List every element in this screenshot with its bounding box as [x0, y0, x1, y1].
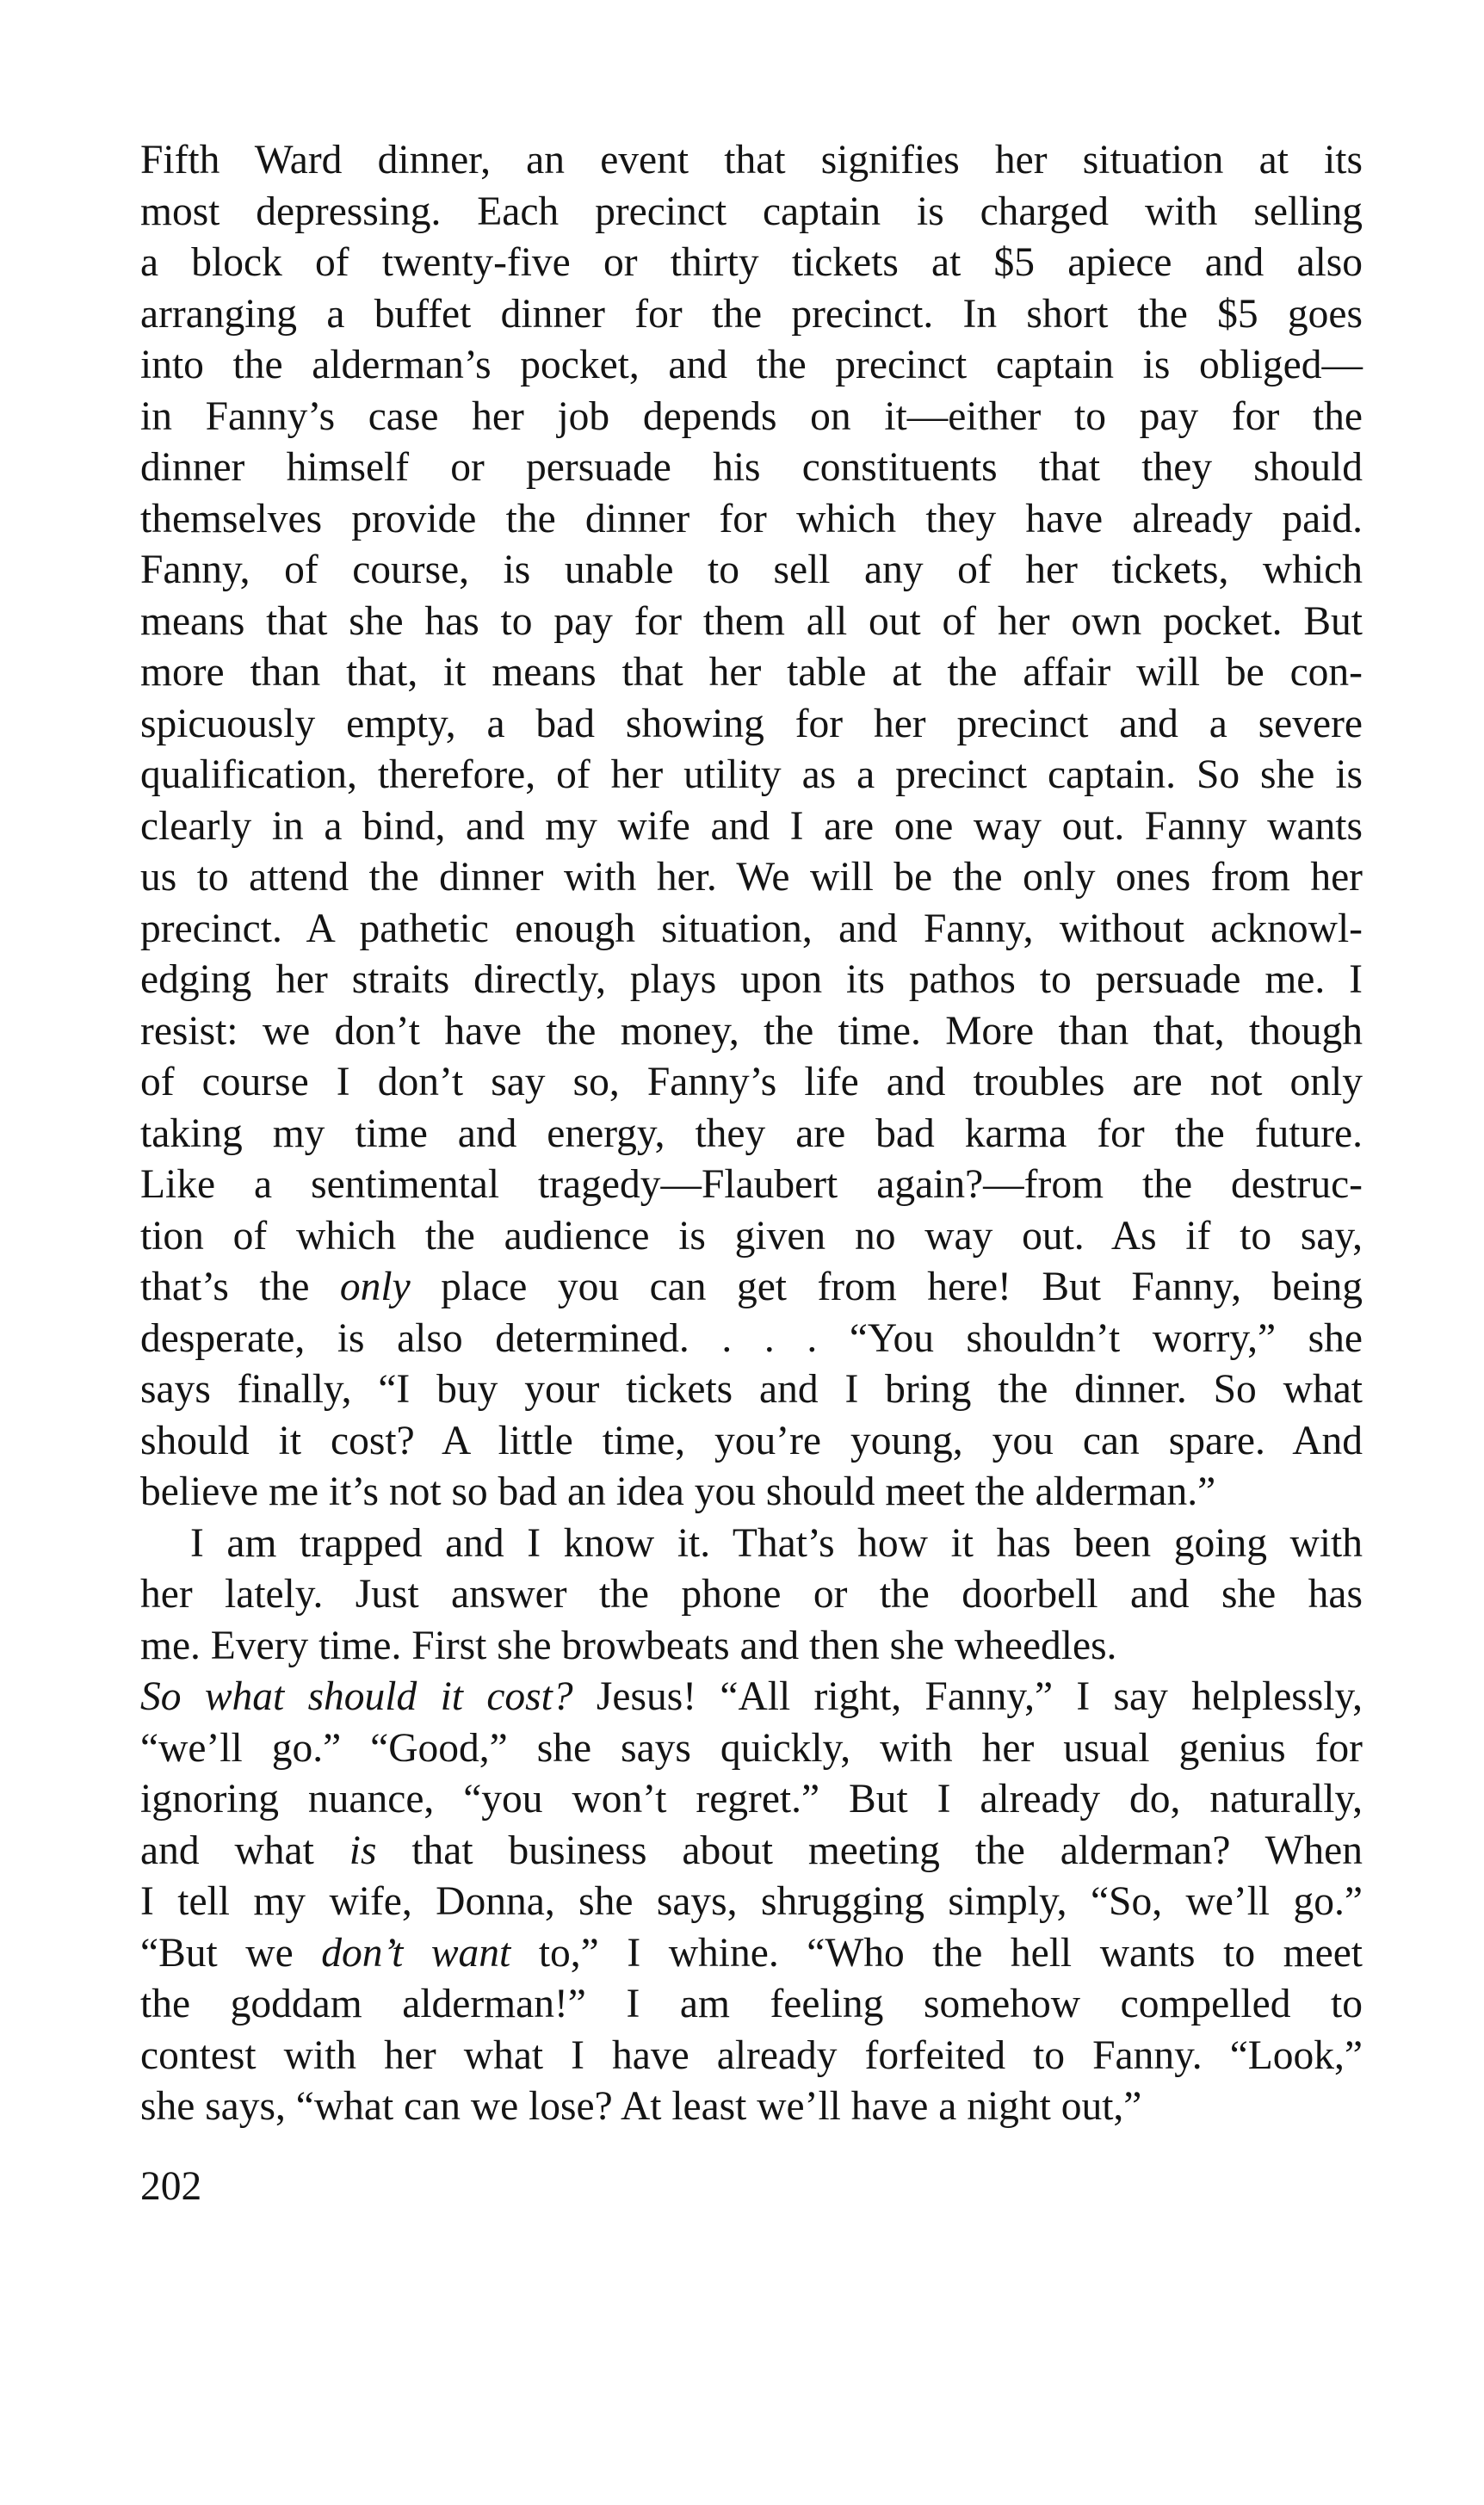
text-line	[140, 1416, 1363, 1468]
text-line	[140, 1774, 1363, 1826]
text-run: that business about meeting the alderman? When	[376, 1828, 1363, 1873]
body-text	[140, 135, 1363, 2133]
text-line	[140, 1160, 1363, 1211]
text-run: her lately. Just answer the phone or the doorbell and she has	[140, 1572, 1363, 1617]
text-line	[140, 135, 1363, 187]
text-run: I am trapped and I know it. That’s how it has been going with	[190, 1520, 1363, 1566]
text-line	[140, 545, 1363, 597]
text-run: most depressing. Each precinct captain is charged with selling	[140, 189, 1363, 234]
text-run: means that she has to pay for them all out of her own pocket. But	[140, 598, 1363, 644]
text-run: “But we	[140, 1930, 322, 1976]
italic-text: So what should it cost?	[140, 1674, 573, 1719]
text-line	[140, 1877, 1363, 1928]
text-line	[140, 699, 1363, 751]
text-line	[140, 1672, 1363, 1723]
text-run: themselves provide the dinner for which they have already paid.	[140, 496, 1363, 541]
text-line	[140, 1006, 1363, 1058]
text-line	[140, 289, 1363, 341]
text-run: into the alderman’s pocket, and the precinct captain is obliged—	[140, 343, 1363, 387]
text-line	[140, 1211, 1363, 1263]
text-run: Like a sentimental tragedy—Flaubert again?—from the destruc-	[140, 1162, 1363, 1207]
text-line	[140, 1826, 1363, 1877]
text-line	[140, 1979, 1363, 2031]
text-run: should it cost? A little time, you’re young, you can spare. And	[140, 1418, 1363, 1463]
text-run: believe me it’s not so bad an idea you should meet the alderman.”	[140, 1469, 1216, 1514]
text-line	[140, 904, 1363, 956]
text-line	[140, 340, 1363, 392]
text-line	[140, 1621, 1363, 1673]
italic-text: is	[349, 1828, 377, 1873]
text-run: spicuously empty, a bad showing for her precinct and a severe	[140, 701, 1363, 746]
italic-text: only	[339, 1265, 411, 1309]
text-run: contest with her what I have already forfeited to Fanny. “Look,”	[140, 2032, 1363, 2078]
text-run: I tell my wife, Donna, she says, shrugging simply, “So, we’ll go.”	[140, 1879, 1363, 1924]
text-line	[140, 187, 1363, 238]
text-line	[140, 2081, 1363, 2133]
text-line	[140, 955, 1363, 1006]
text-run: more than that, it means that her table at the affair will be con-	[140, 650, 1363, 695]
text-run: me. Every time. First she browbeats and then she wheedles.	[140, 1623, 1117, 1668]
text-line	[140, 852, 1363, 904]
text-line	[140, 750, 1363, 801]
text-run: tion of which the audience is given no way out. As if to say,	[140, 1213, 1363, 1259]
text-run: resist: we don’t have the money, the time. More than that, though	[140, 1008, 1363, 1054]
text-run: and what	[140, 1828, 349, 1873]
text-line	[140, 1364, 1363, 1416]
text-run: ignoring nuance, “you won’t regret.” But I already do, naturally,	[140, 1777, 1363, 1822]
text-run: place you can get from here! But Fanny, being	[410, 1265, 1363, 1309]
text-line	[140, 1109, 1363, 1160]
text-line	[140, 1467, 1363, 1518]
text-run: arranging a buffet dinner for the precinct. In short the $5 goes	[140, 291, 1363, 337]
text-run: clearly in a bind, and my wife and I are one way out. Fanny wants	[140, 803, 1363, 849]
text-run: she says, “what can we lose? At least we’ll have a night out,”	[140, 2084, 1142, 2129]
text-run: us to attend the dinner with her. We will be the only ones from her	[140, 855, 1363, 900]
text-run: precinct. A pathetic enough situation, and Fanny, without acknowl-	[140, 906, 1363, 951]
text-run: desperate, is also determined. . . . “You shouldn’t worry,” she	[140, 1315, 1363, 1361]
text-run: taking my time and energy, they are bad karma for the future.	[140, 1110, 1363, 1156]
italic-text: don’t want	[321, 1930, 511, 1976]
text-line	[140, 494, 1363, 546]
text-line	[140, 442, 1363, 494]
text-line	[140, 1518, 1363, 1570]
text-line	[140, 238, 1363, 289]
text-line	[140, 1057, 1363, 1109]
text-line	[140, 392, 1363, 443]
text-run: says finally, “I buy your tickets and I bring the dinner. So what	[140, 1367, 1363, 1412]
text-line	[140, 647, 1363, 699]
text-run: the goddam alderman!” I am feeling somehow compelled to	[140, 1982, 1363, 2026]
text-run: a block of twenty-five or thirty tickets at $5 apiece and also	[140, 240, 1363, 285]
text-run: dinner himself or persuade his constituents that they should	[140, 445, 1363, 490]
page-number: 202	[140, 2164, 202, 2209]
text-line	[140, 597, 1363, 648]
text-line	[140, 2031, 1363, 2082]
text-run: qualification, therefore, of her utility as a precinct captain. So she is	[140, 752, 1363, 797]
text-line	[140, 1314, 1363, 1365]
text-line	[140, 1262, 1363, 1314]
text-line	[140, 1569, 1363, 1621]
text-run: Jesus! “All right, Fanny,” I say helplessly,	[572, 1674, 1363, 1719]
text-run: “we’ll go.” “Good,” she says quickly, with her usual genius for	[140, 1725, 1363, 1771]
text-run: in Fanny’s case her job depends on it—either to pay for the	[140, 393, 1363, 439]
text-run: Fifth Ward dinner, an event that signifies her situation at its	[140, 138, 1363, 182]
text-line	[140, 1723, 1363, 1775]
text-run: of course I don’t say so, Fanny’s life and troubles are not only	[140, 1060, 1363, 1104]
text-run: that’s the	[140, 1265, 340, 1309]
text-run: to,” I whine. “Who the hell wants to meet	[510, 1930, 1363, 1976]
text-line	[140, 801, 1363, 853]
text-run: edging her straits directly, plays upon its pathos to persuade me. I	[140, 957, 1363, 1002]
text-run: Fanny, of course, is unable to sell any of her tickets, which	[140, 547, 1363, 592]
text-line	[140, 1928, 1363, 1980]
